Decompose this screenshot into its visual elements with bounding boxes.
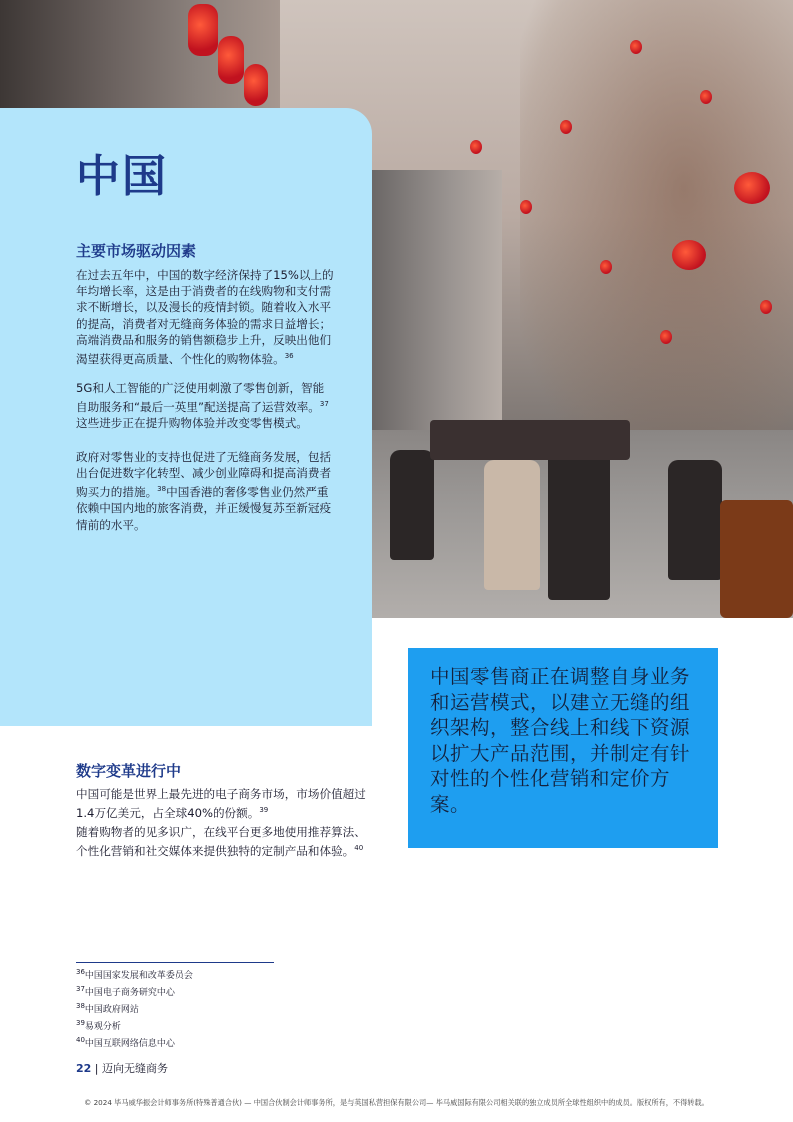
lantern-icon	[560, 120, 572, 134]
footnote: $^{40}$中国互联网络信息中心	[76, 1036, 175, 1049]
pull-quote	[408, 648, 718, 848]
lantern-icon	[630, 40, 642, 54]
street-buildings	[372, 170, 502, 430]
footnote: $^{38}$中国政府网站	[76, 1002, 139, 1015]
pedestrian	[484, 460, 540, 590]
section-heading-market-drivers: 主要市场驱动因素	[76, 242, 197, 260]
lantern-icon	[188, 4, 218, 56]
page-footer: 22 | 迈向无缝商务	[76, 1062, 169, 1075]
pull-quote-text: 中国零售商正在调整自身业务和运营模式，以建立无缝的组织架构，整合线上和线下资源以扩大产品范围，并制定有针对性的个性化营销和定价方案。	[430, 665, 691, 816]
pedestrian	[390, 450, 434, 560]
copyright-notice: © 2024 毕马威华振会计师事务所(特殊普通合伙) — 中国合伙制会计师事务所，是与英国私营担保有限公司— 毕马威国际有限公司相关联的独立成员所全球性组织中的成员。版权所有，不得转载。	[84, 1098, 709, 1107]
crowd	[430, 420, 630, 460]
paragraph: 在过去五年中，中国的数字经济保持了15%以上的年均增长率，这是由于消费者的在线购物和支付需求不断增长，以及漫长的疫情封锁。随着收入水平的提高，消费者对无缝商务体验的需求日益增长；高端消费品和服务的销售额稳步上升，反映出他们渴望获得更高质量、个性化的购物体验。$^{36}$	[76, 268, 334, 366]
running-title: 迈向无缝商务	[102, 1062, 169, 1075]
pedestrian	[548, 450, 610, 600]
paragraph: 中国可能是世界上最先进的电子商务市场，市场价值超过1.4万亿美元，占全球40%的份额。$^{39}$	[76, 787, 366, 821]
footnote: $^{39}$易观分析	[76, 1019, 121, 1032]
footnote-ref: 36	[284, 352, 294, 361]
lantern-icon	[760, 300, 772, 314]
footnote: $^{37}$中国电子商务研究中心	[76, 985, 175, 998]
lantern-icon	[600, 260, 612, 274]
lantern-icon	[244, 64, 268, 106]
lantern-icon	[218, 36, 244, 84]
paragraph: 政府对零售业的支持也促进了无缝商务发展，包括出台促进数字化转型、减少创业障碍和提高消费者购买力的措施。$^{38}$中国香港的奢侈零售业仍然严重依赖中国内地的旅客消费，并正缓慢复苏至新冠疫情前的水平。	[76, 450, 332, 532]
footnote-ref: 37	[319, 400, 329, 409]
lantern-icon	[660, 330, 672, 344]
paragraph: 5G和人工智能的广泛使用刺激了零售创新，智能自助服务和“最后一英里”配送提高了运营效率。$^{37}$这些进步正在提升购物体验并改变零售模式。	[76, 381, 329, 431]
lantern-icon	[470, 140, 482, 154]
paragraph: 随着购物者的见多识广，在线平台更多地使用推荐算法、个性化营销和社交媒体来提供独特的定制产品和体验。$^{40}$	[76, 825, 366, 859]
lantern-icon	[672, 240, 706, 270]
footnote-ref: 40	[354, 844, 364, 853]
footnote-divider	[76, 962, 274, 963]
footnote-ref: 39	[259, 806, 269, 815]
flower-planter	[720, 500, 793, 618]
bare-tree	[520, 0, 793, 470]
footnote-list	[76, 966, 193, 1051]
footnote-ref: 38	[157, 485, 167, 494]
page-number: 22	[76, 1062, 92, 1075]
footnote: $^{36}$中国国家发展和改革委员会	[76, 968, 193, 981]
lantern-icon	[734, 172, 770, 204]
lantern-icon	[700, 90, 712, 104]
page-title: 中国	[76, 151, 168, 202]
pedestrian	[668, 460, 722, 580]
lantern-icon	[520, 200, 532, 214]
section-heading-digital-transformation: 数字变革进行中	[76, 762, 182, 780]
